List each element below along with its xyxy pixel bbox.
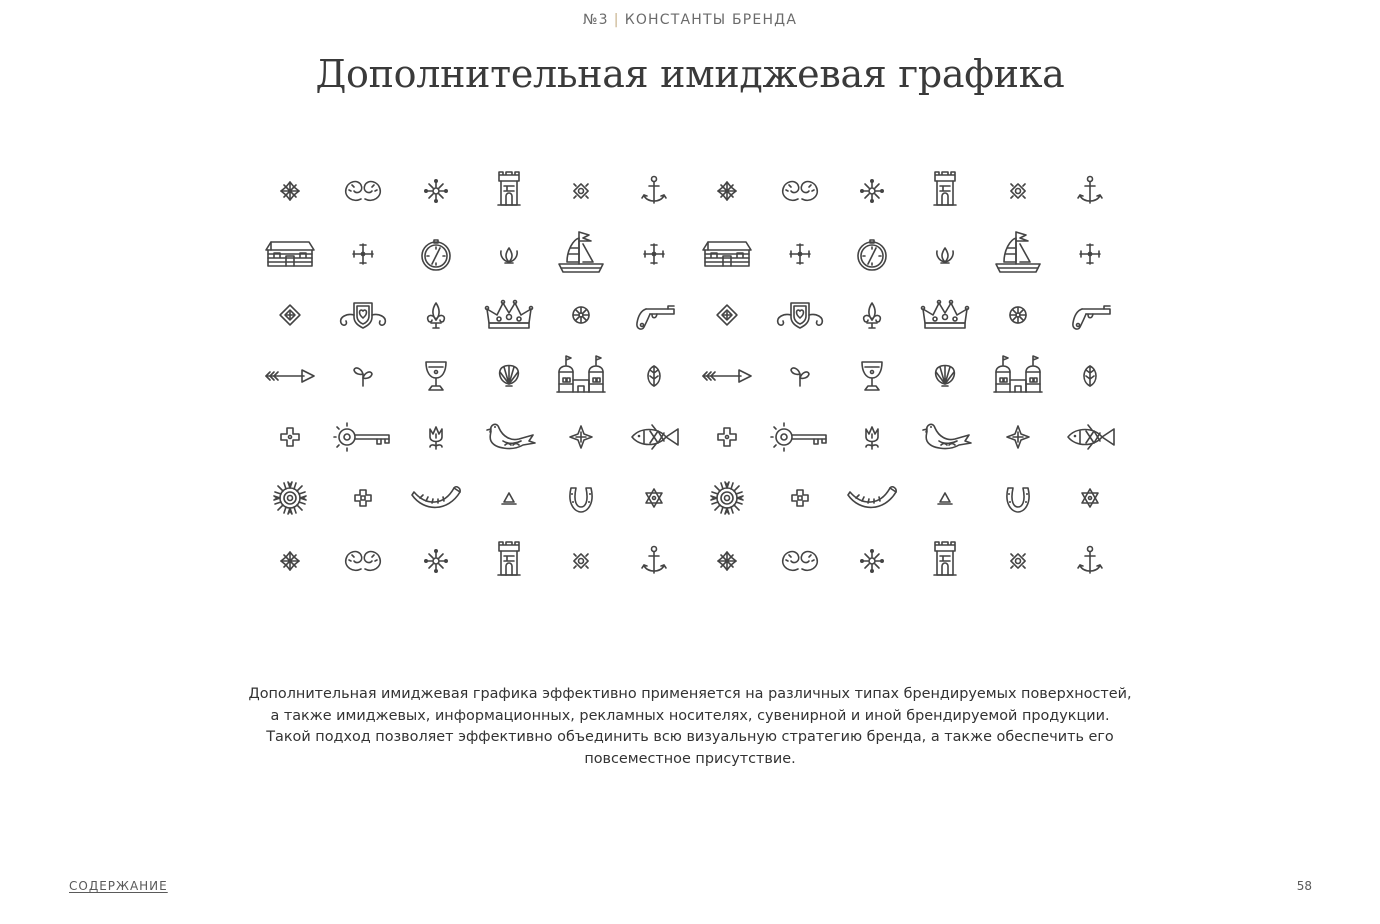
- pretzel-icon: [333, 533, 393, 589]
- coat-of-arms-icon: [770, 287, 830, 343]
- sun-icon: [697, 470, 757, 526]
- square-ornament-icon: [988, 163, 1048, 219]
- compass-icon: [842, 226, 902, 282]
- star-cross-icon: [988, 409, 1048, 465]
- hexagram-icon: [1060, 470, 1120, 526]
- square-ornament-icon: [988, 533, 1048, 589]
- description-line: Дополнительная имиджевая графика эффективно применяется на различных типах брендируемых поверхностей,: [248, 686, 1132, 702]
- sprout-icon: [770, 348, 830, 404]
- arrow-icon: [697, 348, 757, 404]
- leaf-icon: [624, 348, 684, 404]
- cross-icon: [1060, 226, 1120, 282]
- snowflake-icon: [842, 163, 902, 219]
- contents-link[interactable]: СОДЕРЖАНИЕ: [69, 879, 168, 893]
- page-number: 58: [1296, 879, 1312, 893]
- snowflake-icon: [406, 533, 466, 589]
- cross-icon: [333, 226, 393, 282]
- key-icon: [770, 409, 830, 465]
- description-line: а также имиджевых, информационных, рекламных носителях, сувенирной и иной брендируемой продукции.: [270, 707, 1110, 724]
- flower-ornament-icon: [260, 163, 320, 219]
- sun-icon: [260, 470, 320, 526]
- round-ornament-icon: [551, 287, 611, 343]
- small-cross-icon: [260, 409, 320, 465]
- fish-icon: [1060, 409, 1120, 465]
- sprout-icon: [333, 348, 393, 404]
- description-line: Такой подход позволяет эффективно объединить всю визуальную стратегию бренда, а также обеспечить его: [266, 729, 1114, 746]
- shell-icon: [915, 348, 975, 404]
- fish-icon: [624, 409, 684, 465]
- flower-ornament-icon: [697, 533, 757, 589]
- anchor-icon: [1060, 163, 1120, 219]
- tower-icon: [479, 163, 539, 219]
- square-cross-icon: [333, 470, 393, 526]
- pretzel-icon: [770, 163, 830, 219]
- tower-icon: [915, 533, 975, 589]
- key-icon: [333, 409, 393, 465]
- fortress-icon: [988, 348, 1048, 404]
- horseshoe-icon: [988, 470, 1048, 526]
- snowflake-icon: [406, 163, 466, 219]
- tower-icon: [915, 163, 975, 219]
- anchor-icon: [624, 163, 684, 219]
- pistol-icon: [624, 287, 684, 343]
- arrow-icon: [260, 348, 320, 404]
- star-cross-icon: [551, 409, 611, 465]
- sailboat-icon: [988, 226, 1048, 282]
- lotus-icon: [479, 226, 539, 282]
- bird-icon: [479, 409, 539, 465]
- flower-ornament-icon: [697, 163, 757, 219]
- anchor-icon: [1060, 533, 1120, 589]
- description: [240, 684, 1140, 770]
- fleur-de-lis-icon: [406, 287, 466, 343]
- small-cross-icon: [697, 409, 757, 465]
- coat-of-arms-icon: [333, 287, 393, 343]
- snowflake-icon: [842, 533, 902, 589]
- tulip-icon: [406, 409, 466, 465]
- tulip-icon: [842, 409, 902, 465]
- page-title: Дополнительная имиджевая графика: [315, 52, 1065, 96]
- square-ornament-icon: [551, 533, 611, 589]
- shell-icon: [479, 348, 539, 404]
- crown-icon: [915, 287, 975, 343]
- bird-icon: [915, 409, 975, 465]
- section-title: КОНСТАНТЫ БРЕНДА: [624, 12, 798, 28]
- fleur-de-lis-icon: [842, 287, 902, 343]
- hexagram-icon: [624, 470, 684, 526]
- round-ornament-icon: [988, 287, 1048, 343]
- pretzel-icon: [333, 163, 393, 219]
- horseshoe-icon: [551, 470, 611, 526]
- rhombus-ornament-icon: [697, 287, 757, 343]
- flower-ornament-icon: [260, 533, 320, 589]
- section-separator: |: [613, 12, 620, 28]
- cross-icon: [770, 226, 830, 282]
- crown-icon: [479, 287, 539, 343]
- log-house-icon: [697, 226, 757, 282]
- lotus-icon: [915, 226, 975, 282]
- horn-icon: [842, 470, 902, 526]
- tower-icon: [479, 533, 539, 589]
- fortress-icon: [551, 348, 611, 404]
- small-triangle-icon: [479, 470, 539, 526]
- compass-icon: [406, 226, 466, 282]
- section-number: №3: [582, 12, 609, 28]
- square-cross-icon: [770, 470, 830, 526]
- log-house-icon: [260, 226, 320, 282]
- leaf-icon: [1060, 348, 1120, 404]
- sailboat-icon: [551, 226, 611, 282]
- horn-icon: [406, 470, 466, 526]
- rhombus-ornament-icon: [260, 287, 320, 343]
- cross-icon: [624, 226, 684, 282]
- goblet-icon: [842, 348, 902, 404]
- small-triangle-icon: [915, 470, 975, 526]
- pretzel-icon: [770, 533, 830, 589]
- anchor-icon: [624, 533, 684, 589]
- description-line: повсеместное присутствие.: [584, 750, 796, 767]
- square-ornament-icon: [551, 163, 611, 219]
- goblet-icon: [406, 348, 466, 404]
- pistol-icon: [1060, 287, 1120, 343]
